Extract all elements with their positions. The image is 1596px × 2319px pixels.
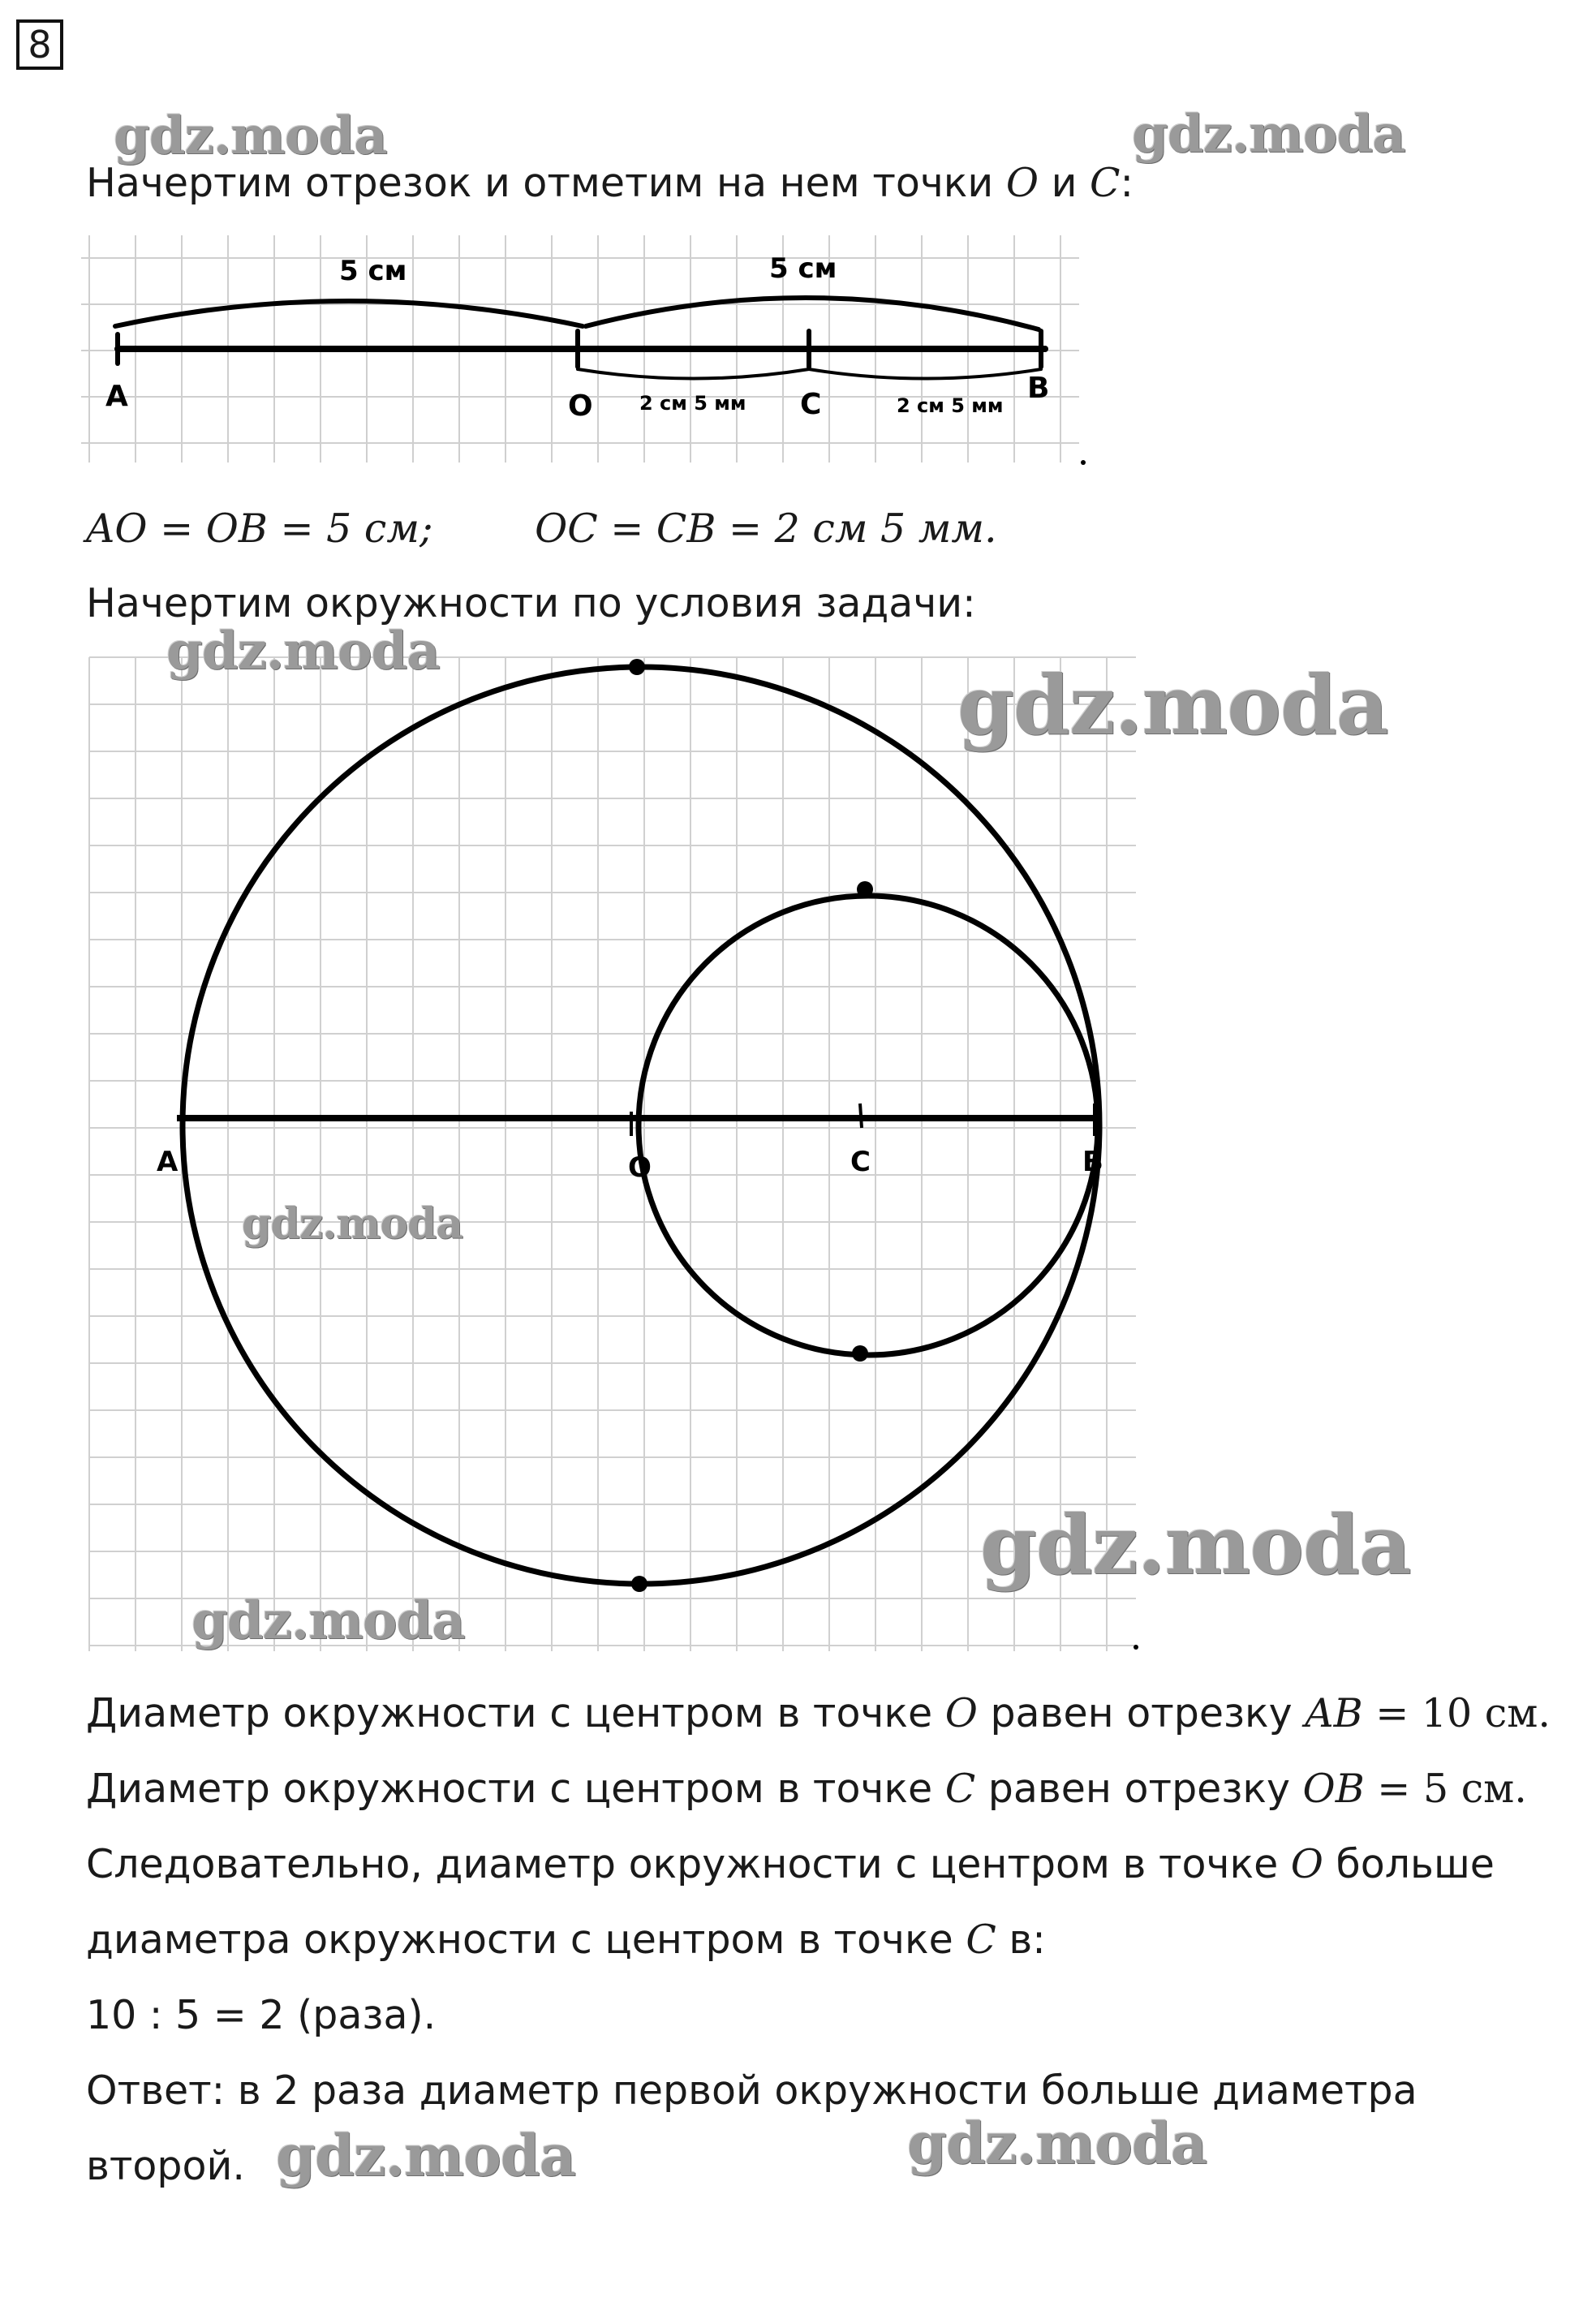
diameter-c-line — [86, 1765, 1527, 1813]
point-label-c: C — [800, 388, 822, 421]
point-label-b: B — [1082, 1146, 1103, 1178]
math-var: OB — [1302, 1766, 1365, 1812]
answer-line-1: Ответ: в 2 раза диаметр первой окружности больше диаметра — [86, 2067, 1417, 2114]
label-5cm-left: 5 см — [339, 255, 407, 287]
math-var: O — [1290, 1841, 1323, 1887]
conclusion-line-2 — [86, 1916, 1046, 1964]
watermark: gdz.moda — [1132, 104, 1405, 165]
text-run: Диаметр окружности с центром в точке — [86, 1690, 945, 1736]
label-2cm5mm-oc: 2 см 5 мм — [639, 392, 746, 415]
big-circle-bottom-point — [631, 1576, 647, 1592]
text-run: Начертим отрезок и отметим на нем точки — [86, 160, 1006, 206]
problem-number: 8 — [16, 19, 63, 70]
watermark: gdz.moda — [242, 1199, 463, 1249]
center-c-mark — [860, 1104, 862, 1128]
math-var: O — [944, 1690, 978, 1736]
text-run: Следовательно, диаметр окружности с центром в точке — [86, 1841, 1291, 1887]
circles-intro-line: Начертим окружности по условия задачи: — [86, 580, 976, 626]
math-var: C — [966, 1917, 996, 1963]
big-circle-top-point — [629, 659, 645, 675]
label-2cm5mm-cb: 2 см 5 мм — [897, 394, 1004, 417]
text-run: Диаметр окружности с центром в точке — [86, 1766, 945, 1812]
point-label-c: C — [850, 1146, 871, 1178]
brace-oc — [578, 369, 809, 379]
watermark: gdz.moda — [980, 1497, 1411, 1593]
grid — [89, 657, 1136, 1651]
conclusion-line-1 — [86, 1840, 1495, 1889]
text-run: равен отрезку — [977, 1690, 1306, 1736]
watermark: gdz.moda — [166, 621, 440, 682]
small-circle — [639, 896, 1098, 1355]
watermark: gdz.moda — [957, 657, 1388, 753]
answer-line-2: второй. — [86, 2143, 245, 2189]
text-run: и — [1039, 160, 1090, 206]
intro-line — [86, 159, 1134, 208]
small-circle-bottom-point — [852, 1345, 868, 1362]
text-run: в: — [996, 1917, 1046, 1963]
text-run: больше — [1323, 1841, 1495, 1887]
math-var: C — [1090, 160, 1121, 206]
brace-ob — [586, 298, 1039, 329]
math-var: AB — [1305, 1690, 1363, 1736]
text-run: диаметра окружности с центром в точке — [86, 1917, 966, 1963]
math-var: O — [1005, 160, 1039, 206]
text-run: равен отрезку — [975, 1766, 1303, 1812]
small-circle-top-point — [857, 881, 873, 897]
watermark: gdz.moda — [191, 1590, 465, 1651]
diameter-o-line — [86, 1689, 1551, 1738]
brace-cb — [809, 369, 1041, 379]
equation-line — [86, 505, 997, 553]
point-label-b: B — [1027, 372, 1050, 405]
math-var: C — [944, 1766, 976, 1812]
equation-oc-cb: OC = CB = 2 см 5 мм. — [535, 506, 997, 552]
segment-figure — [81, 235, 1103, 471]
watermark: gdz.moda — [276, 2122, 576, 2189]
point-label-o: O — [568, 389, 593, 423]
point-label-a: A — [105, 380, 128, 413]
watermark: gdz.moda — [907, 2110, 1207, 2177]
point-label-a: A — [157, 1146, 179, 1178]
point-label-o: O — [628, 1151, 652, 1184]
calculation-line: 10 : 5 = 2 (раза). — [86, 1992, 437, 2038]
watermark: gdz.moda — [114, 105, 387, 166]
text-run: = 5 см. — [1364, 1766, 1527, 1812]
label-5cm-right: 5 см — [769, 252, 837, 285]
equation-ao-ob: AO = OB = 5 см; — [86, 506, 433, 552]
text-run: = 10 см. — [1362, 1690, 1551, 1736]
text-run: : — [1120, 160, 1134, 206]
